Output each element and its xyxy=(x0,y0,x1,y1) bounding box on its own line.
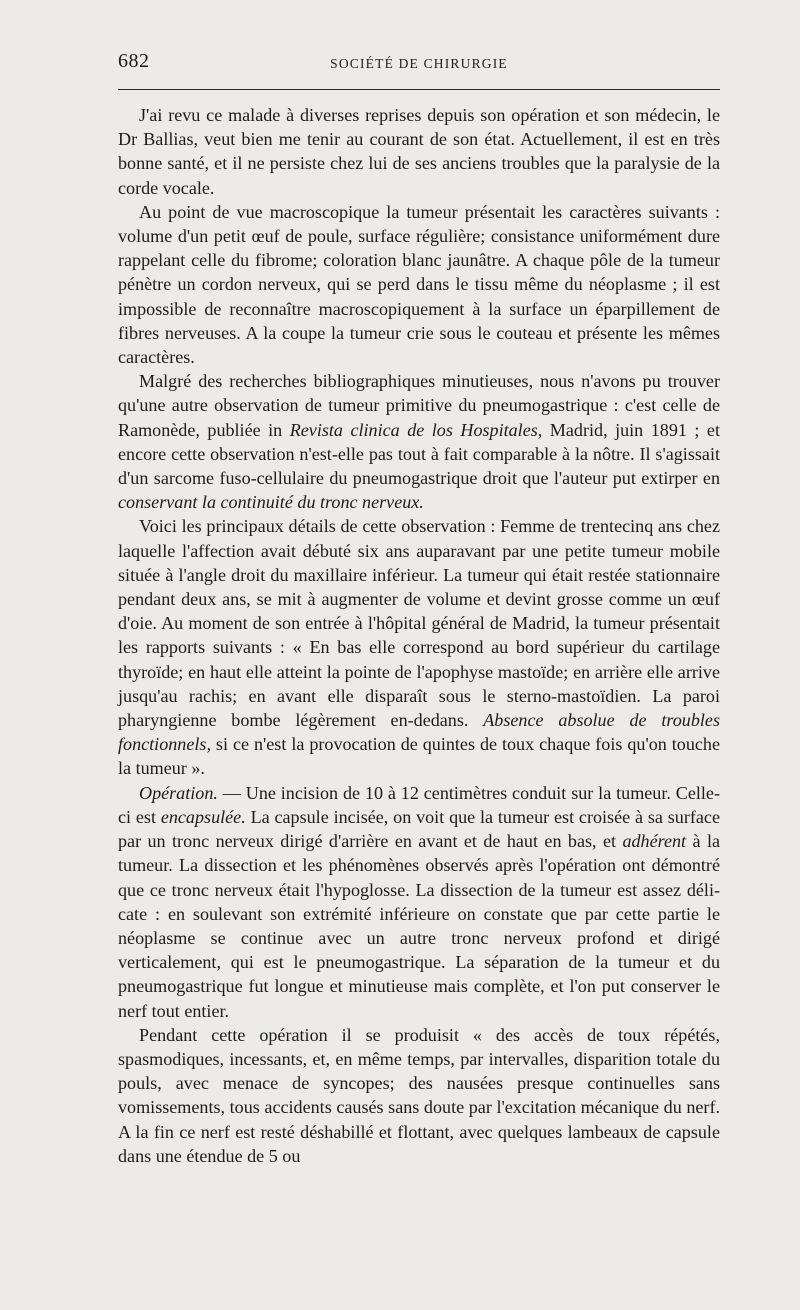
italic-text: adhérent xyxy=(622,831,687,852)
page-number: 682 xyxy=(118,50,150,72)
paragraph-text: à la tumeur. La dissection et les phénomènes observés après l'opération ont démontré que ce tronc nerveux était l'hypoglosse. La dissection de la tumeur est assez délicate : en soulevant son extrémité inférieure on constate que par cette partie le néoplasme se continue avec un autre tronc nerveux profond et dirigé verticalement, qui est le pneumogastrique. La séparation de la tumeur et du pneumogastrique fut longue et minutieuse mais complète, et l'on put conserver le nerf tout entier. xyxy=(118,831,721,1021)
italic-text: Revista clinica de los Hospitales xyxy=(289,419,538,440)
italic-text: Opération. xyxy=(139,782,218,803)
italic-text: conservant la continuité du tronc nerveux. xyxy=(118,492,424,513)
paragraph-6 xyxy=(118,1023,720,1168)
paragraph-text: J'ai revu ce malade à diverses reprises depuis son opération et son médecin, le Dr Ballias, veut bien me tenir au courant de son état. Actuellement, il est en très bonne santé, et il ne persiste chez lui de ses anciens troubles que la paralysie de la corde vocale. xyxy=(118,105,720,198)
paragraph-3 xyxy=(118,369,720,514)
paragraph-text: Au point de vue macroscopique la tumeur présentait les caractères suivants : volume d'un petit œuf de poule, surface régulière; consistance uniformément dure rappelant celle du fibrome; coloration blanc jaunâtre. A chaque pôle de la tumeur pénètre un cordon nerveux, qui se perd dans le tissu même du néoplasme ; il est impossible de reconnaître macroscopiquement à la surface un éparpillement de fibres nerveuses. A la coupe la tumeur crie sous le couteau et présente les mêmes caractères. xyxy=(118,201,720,368)
italic-text: encapsulée. xyxy=(160,806,246,827)
header-rule xyxy=(118,89,720,90)
paragraph-text: Voici les principaux détails de cette observation : Femme de trentecinq ans chez laquelle l'affection avait débuté six ans auparavant par une petite tumeur mobile située à l'angle droit du maxillaire inférieur. La tumeur qui était restée stationnaire pendant deux ans, se mit à augmenter de volume et devint grosse comme un œuf d'oie. Au moment de son entrée à l'hôpital général de Madrid, la tumeur présentait les rapports suivants : « En bas elle correspond au bord supérieur du cartilage thyroïde; en haut elle atteint la pointe de l'apophyse mastoïde; en arrière elle arrive jusqu'au rachis; en avant elle disparaît sous le sterno-mastoïdien. La paroi pharyngienne bombe légèrement en-dedans. xyxy=(118,516,720,731)
paragraph-text: La capsule incisée, on voit que la tumeur est croisée à sa surface par un tronc nerveux dirigé d'arrière en avant et de haut en bas, et xyxy=(118,806,720,852)
paragraph-1 xyxy=(118,103,720,200)
paragraph-4 xyxy=(118,514,720,780)
paragraph-5 xyxy=(118,781,720,1023)
paragraph-text: , Madrid, juin 1891 ; et encore cette observation n'est-elle pas tout à fait comparable à la nôtre. Il s'agissait d'un sarcome fuso-cellulaire du pneumogastrique droit que l'auteur put extirper en xyxy=(118,419,720,489)
paragraph-text: Pendant cette opération il se produisit « des accès de toux répétés, spasmodiques, incessants, et, en même temps, par intervalles, disparition totale du pouls, avec menace de syncopes; des nausées presque continuelles sans vomissements, tous accidents causés sans doute par l'excitation mécanique du nerf. A la fin ce nerf est resté déshabillé et flottant, avec quelques lambeaux de capsule dans une étendue de 5 ou xyxy=(118,1024,720,1166)
paragraph-2 xyxy=(118,200,720,369)
paragraph-text: — Une incision de 10 à 12 centimètres conduit sur la tumeur. Celle-ci est xyxy=(118,782,720,827)
italic-text: Absence absolue de troubles fonctionnels, xyxy=(118,710,720,755)
article-body xyxy=(118,103,720,1168)
page-header xyxy=(118,50,720,80)
paragraph-text: si ce n'est la provocation de quintes de toux chaque fois qu'on touche la tumeur ». xyxy=(118,734,720,779)
paragraph-text: Malgré des recherches bibliographiques minutieuses, nous n'avons pu trouver qu'une autre observation de tumeur primitive du pneumogastrique : c'est celle de Ramonède, publiée in xyxy=(118,371,720,440)
running-title: SOCIÉTÉ DE CHIRURGIE xyxy=(330,56,508,71)
